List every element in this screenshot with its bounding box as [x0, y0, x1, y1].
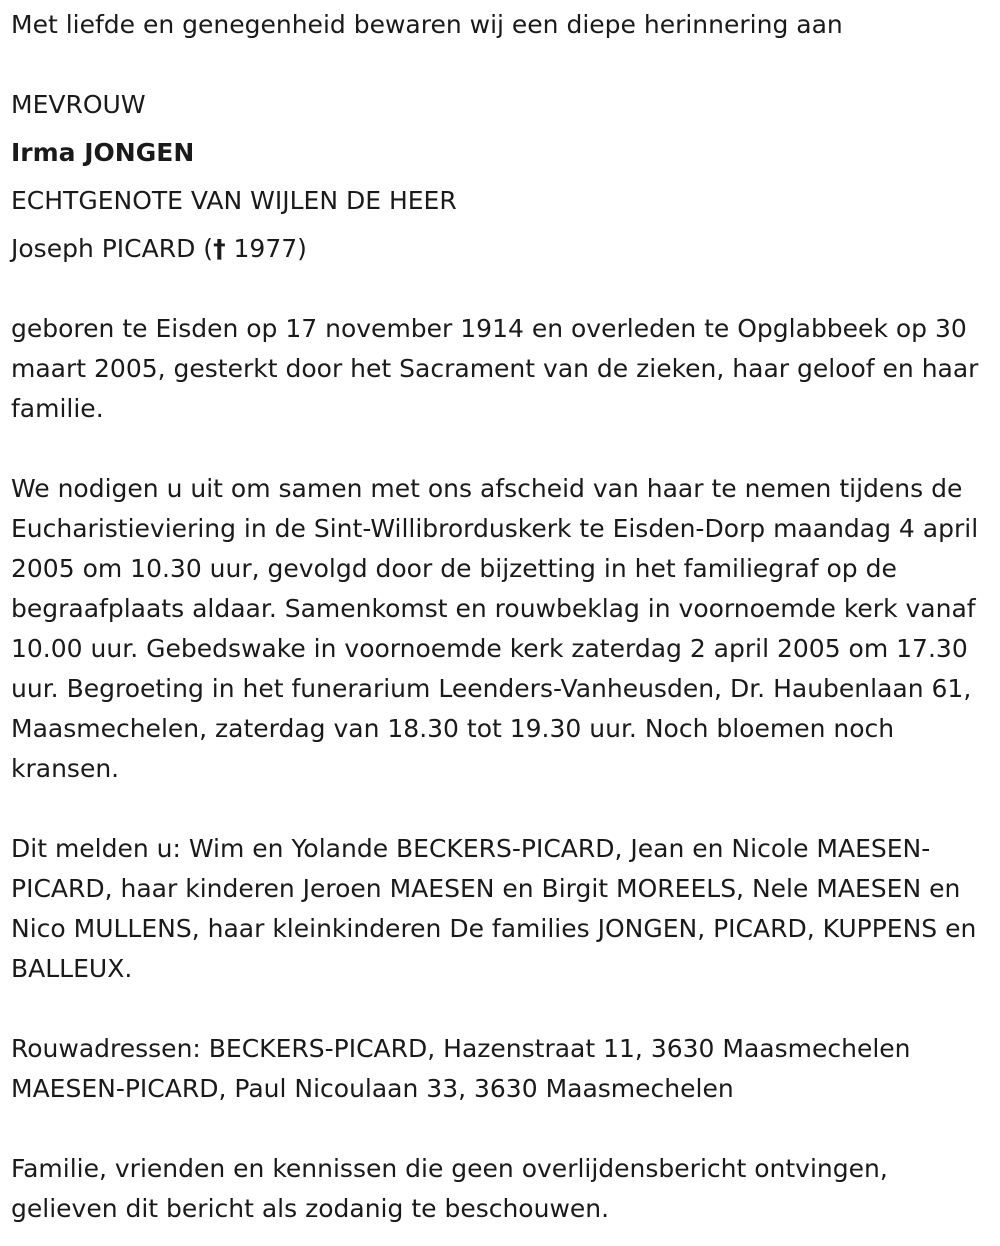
ceremony-paragraph: We nodigen u uit om samen met ons afscheid van haar te nemen tijdens de Eucharistieviering in de Sint-Willibrorduskerk te Eisden-Dorp maandag 4 april 2005 om 10.30 uur, gevolgd door de bijzetting in het familiegraf op de begraafplaats aldaar. Samenkomst en rouwbeklag in voornoemde kerk vanaf 10.00 uur. Gebedswake in voornoemde kerk zaterdag 2 april 2005 om 17.30 uur. Begroeting in het funerarium Leenders-Vanheusden, Dr. Haubenlaan 61, Maasmechelen, zaterdag van 18.30 tot 19.30 uur. Noch bloemen noch kransen.	[11, 474, 979, 783]
cross-icon: †	[213, 234, 226, 263]
spouse-name-line	[11, 229, 990, 269]
title-line: MEVROUW	[11, 90, 146, 119]
spouse-label: ECHTGENOTE VAN WIJLEN DE HEER	[11, 186, 457, 215]
closing-paragraph: Familie, vrienden en kennissen die geen overlijdensbericht ontvingen, gelieven dit bericht als zodanig te beschouwen.	[11, 1154, 888, 1223]
intro-text: Met liefde en genegenheid bewaren wij een diepe herinnering aan	[11, 10, 843, 39]
address-line: MAESEN-PICARD, Paul Nicoulaan 33, 3630 Maasmechelen	[11, 1074, 734, 1103]
spouse-name-prefix: Joseph PICARD (	[11, 234, 214, 263]
deceased-name: Irma JONGEN	[11, 138, 195, 167]
mourning-addresses	[11, 1029, 990, 1109]
family-paragraph: Dit melden u: Wim en Yolande BECKERS-PICARD, Jean en Nicole MAESEN-PICARD, haar kinderen Jeroen MAESEN en Birgit MOREELS, Nele MAESEN en Nico MULLENS, haar kleinkinderen De families JONGEN, PICARD, KUPPENS en BALLEUX.	[11, 834, 977, 983]
spouse-name-suffix: 1977)	[225, 234, 307, 263]
birth-death-paragraph: geboren te Eisden op 17 november 1914 en overleden te Opglabbeek op 30 maart 2005, gesterkt door het Sacrament van de zieken, haar geloof en haar familie.	[11, 314, 979, 423]
address-line: Rouwadressen: BECKERS-PICARD, Hazenstraat 11, 3630 Maasmechelen	[11, 1034, 911, 1063]
